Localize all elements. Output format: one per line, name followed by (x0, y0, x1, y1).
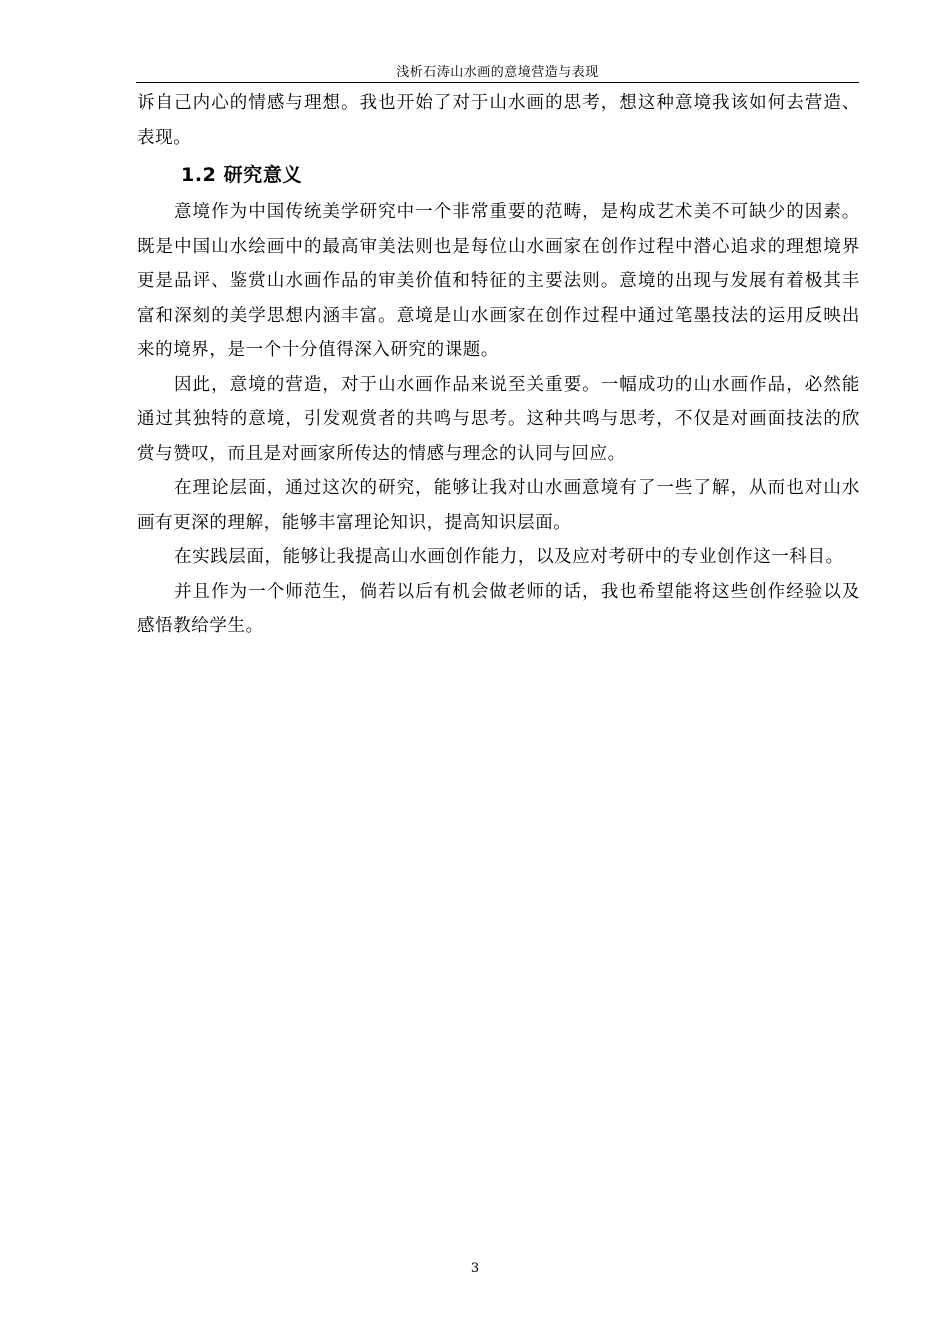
running-header: 浅析石涛山水画的意境营造与表现 (396, 65, 599, 80)
paragraph: 在理论层面，通过这次的研究，能够让我对山水画意境有了一些了解，从而也对山水画有更深的理解，能够丰富理论知识，提高知识层面。 (137, 478, 860, 533)
paragraph: 并且作为一个师范生，倘若以后有机会做老师的话，我也希望能将这些创作经验以及感悟教给学生。 (137, 581, 860, 636)
header-divider (136, 82, 859, 83)
paragraph: 因此，意境的营造，对于山水画作品来说至关重要。一幅成功的山水画作品，必然能通过其独特的意境，引发观赏者的共鸣与思考。这种共鸣与思考，不仅是对画面技法的欣赏与赞叹，而且是对画家所传达的情感与理念的认同与回应。 (137, 374, 860, 464)
section-heading: 1.2 研究意义 (181, 164, 303, 186)
paragraph: 意境作为中国传统美学研究中一个非常重要的范畴，是构成艺术美不可缺少的因素。既是中国山水绘画中的最高审美法则也是每位山水画家在创作过程中潜心追求的理想境界更是品评、鉴赏山水画作品的审美价值和特征的主要法则。意境的出现与发展有着极其丰富和深刻的美学思想内涵丰富。意境是山水画家在创作过程中通过笔墨技法的运用反映出来的境界，是一个十分值得深入研究的课题。 (137, 202, 860, 360)
continuation-paragraph: 诉自己内心的情感与理想。我也开始了对于山水画的思考，想这种意境我该如何去营造、表现。 (137, 93, 860, 148)
document-body (137, 86, 860, 644)
paragraph: 在实践层面，能够让我提高山水画创作能力，以及应对考研中的专业创作这一科目。 (174, 547, 844, 567)
page-number: 3 (470, 1261, 480, 1276)
